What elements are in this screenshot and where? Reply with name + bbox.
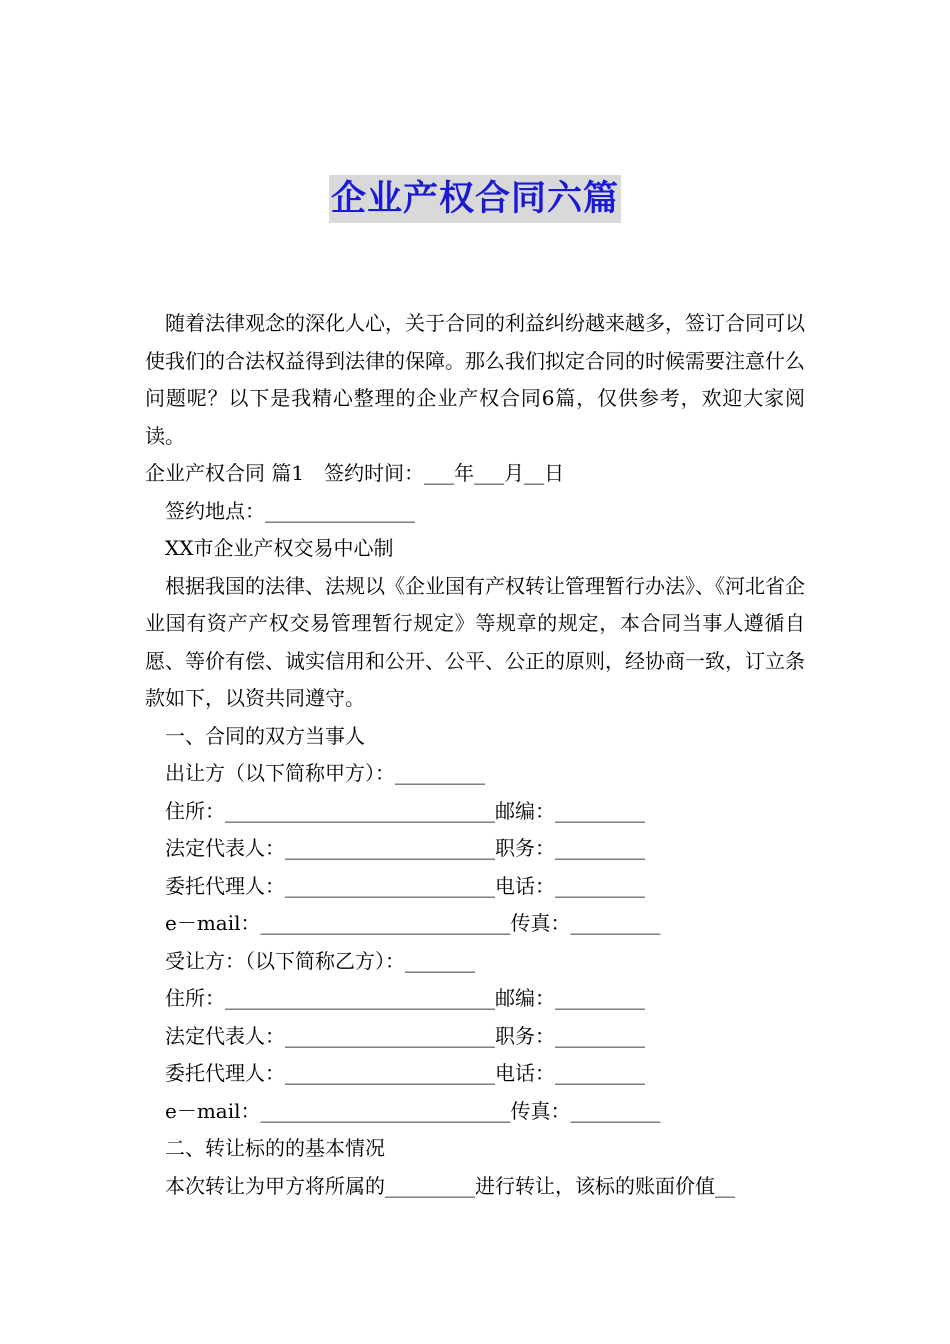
section2-text: 本次转让为甲方将所属的_________进行转让，该标的账面价值__ (165, 1173, 735, 1198)
party-b-representative: 法定代表人：_____________________职务：_________ (165, 1023, 645, 1048)
party-a-name: 出让方（以下简称甲方）：_________ (165, 761, 485, 785)
party-b-address: 住所：___________________________邮编：_________ (165, 986, 645, 1010)
intro-paragraph: 随着法律观念的深化人心，关于合同的利益纠纷越来越多，签订合同可以使我们的合法权益得到法律的保障。那么我们拟定合同的时候需要注意什么问题呢？以下是我精心整理的企业产权合同6篇，仅供参考，欢迎大家阅读。 (145, 311, 805, 448)
section2-title: 二、转让标的的基本情况 (165, 1136, 385, 1160)
basis-paragraph: 根据我国的法律、法规以《企业国有产权转让管理暂行办法》、《河北省企业国有资产产权交易管理暂行规定》等规章的规定，本合同当事人遵循自愿、等价有偿、诚实信用和公开、公平、公正的原则，经协商一致，订立条款如下，以资共同遵守。 (145, 573, 805, 710)
party-a-representative: 法定代表人：_____________________职务：_________ (165, 836, 645, 860)
party-a-agent: 委托代理人：_____________________电话：_________ (165, 873, 645, 898)
title-container (0, 175, 950, 223)
contract-heading-line: 企业产权合同 篇1 签约时间：___年___月__日 (145, 461, 565, 485)
made-by-line: XX市企业产权交易中心制 (165, 536, 394, 560)
party-b-email: e－mail：_________________________传真：_________ (165, 1098, 661, 1123)
party-a-address: 住所：___________________________邮编：_________ (165, 798, 645, 823)
document-title: 企业产权合同六篇 (329, 175, 621, 223)
party-b-name: 受让方：（以下简称乙方）：_______ (165, 948, 475, 973)
section1-title: 一、合同的双方当事人 (165, 723, 365, 748)
party-b-agent: 委托代理人：_____________________电话：_________ (165, 1061, 645, 1085)
sign-place-line: 签约地点：_______________ (165, 498, 415, 523)
party-a-email: e－mail：_________________________传真：_________ (165, 911, 661, 935)
document-body (145, 305, 805, 1205)
